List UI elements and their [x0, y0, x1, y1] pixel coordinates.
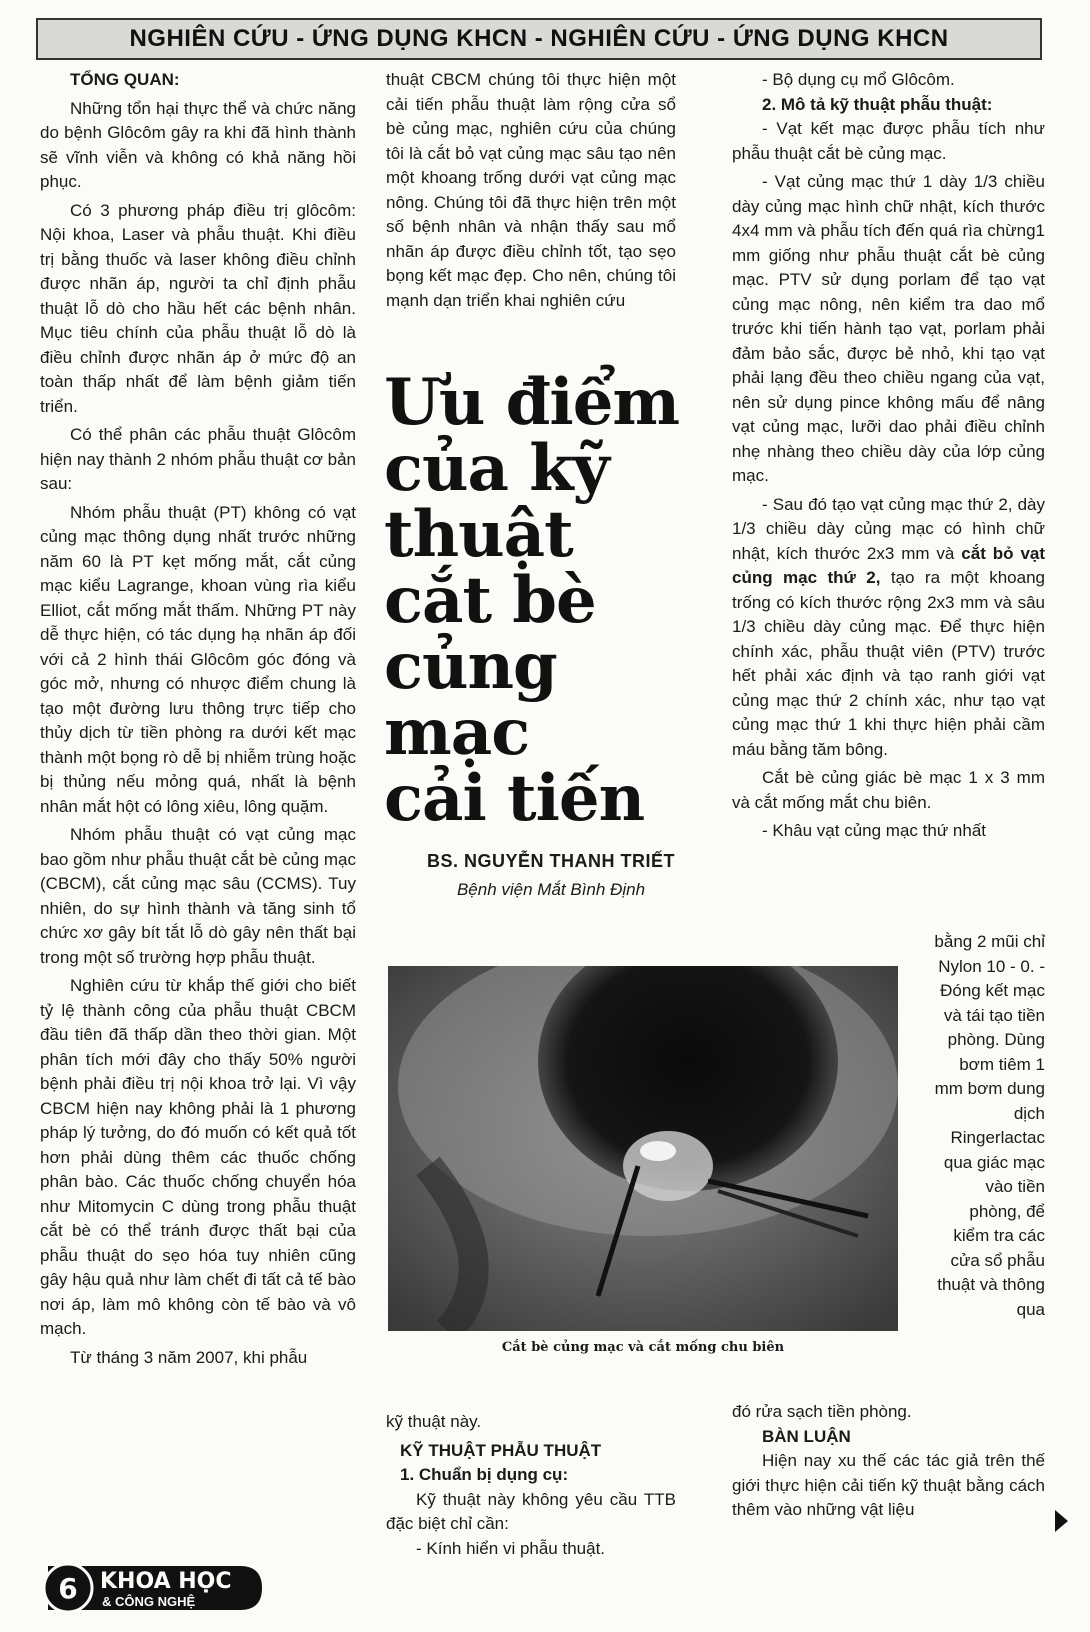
title-line: củng [384, 629, 557, 704]
banner-text: NGHIÊN CỨU - ỨNG DỤNG KHCN - NGHIÊN CỨU - ỨNG DỤNG KHCN [129, 25, 949, 52]
paragraph [732, 493, 1045, 763]
paragraph: Nhóm phẫu thuật có vạt củng mạc bao gồm như phẫu thuật cắt bè củng mạc (CBCM), cắt củng mạc sâu (CCMS). Tuy nhiên, do sự hình thành và tăng sinh tổ chức xơ gây bít tắt lỗ dò gây nên thất bại trong một số trường hợp phẫu thuật. [40, 825, 356, 967]
subheading-description: 2. Mô tả kỹ thuật phẫu thuật: [762, 94, 993, 114]
paragraph: Những tổn hại thực thể và chức năng do bệnh Glôcôm gây ra khi đã hình thành sẽ vĩnh viễn và không có khả năng hồi phục. [40, 98, 356, 191]
paragraph: Hiện nay xu thế các tác giả trên thế giới thực hiện cải tiến kỹ thuật bằng cách thêm vào những vật liệu [732, 1451, 1045, 1519]
author-affiliation: Bệnh viện Mắt Bình Định [456, 880, 646, 899]
paragraph: đó rửa sạch tiền phòng. [732, 1402, 912, 1421]
title-line: của kỹ [384, 431, 609, 506]
column-2-bottom [386, 1410, 676, 1561]
surgery-photo [388, 966, 898, 1331]
paragraph: Nghiên cứu từ khắp thế giới cho biết tỷ lệ thành công của phẫu thuật CBCM đầu tiên đã thấp dần theo thời gian. Một phân tích mới đây cho thấy 50% người bệnh phải điều trị nội khoa trở lại. Vì vậy CBCM hiện nay không phải là 1 phương pháp lý tưởng, do đó muốn có kết quả tốt hơn phải dùng thêm các thuốc chống phân bào. Các thuốc chống chuyển hóa như Mitomycin C dùng trong phẫu thuật cắt bè có thể tránh được thất bại của phẫu thuật do sẹo hóa tuy nhiên cũng gây hậu quả như làm chết đi tất cả tế bào nơi áp, làm mô không còn tế bào và vô mạch. [40, 976, 356, 1338]
column-2-top [386, 68, 676, 317]
paragraph: Từ tháng 3 năm 2007, khi phẫu [70, 1347, 308, 1367]
paragraph: - Bộ dụng cụ mổ Glôcôm. [762, 70, 955, 89]
title-line: Ưu điểm [384, 365, 680, 440]
subheading-preparation: 1. Chuẩn bị dụng cụ: [400, 1465, 569, 1484]
column-1 [40, 68, 356, 1374]
logo-graphic [40, 1560, 265, 1616]
paragraph: Cắt bè củng giác bè mạc 1 x 3 mm và cắt mống mắt chu biên. [732, 768, 1045, 812]
paragraph: Kỹ thuật này không yêu cầu TTB đặc biệt chỉ cần: [386, 1489, 676, 1533]
continue-arrow-icon [1055, 1510, 1068, 1532]
section-heading-technique: KỸ THUẬT PHẪU THUẬT [400, 1440, 602, 1460]
paragraph: - Vạt củng mạc thứ 1 dày 1/3 chiều dày củng mạc hình chữ nhật, kích thước 4x4 mm và phẫu tích đến quá rìa chừng1 mm giống như phẫu thuật cắt bè củng mạc. PTV sử dụng porlam để tạo vạt củng mạc nông, nên kiểm tra dao mổ trước khi tiến hành tạo vạt, porlam phải đảm bảo sắc, được bẻ nhỏ, khi tạo vạt phải lạng đều theo chiều ngang của vạt, nên sử dụng pince không mấu để nâng vạt củng mạc, lưỡi dao phải điều chỉnh nhẹ nhàng theo chiều dày của lớp củng mạc. [732, 172, 1045, 485]
paragraph: kỹ thuật này. [386, 1412, 482, 1431]
paragraph: thuật CBCM chúng tôi thực hiện một cải tiến phẫu thuật làm rộng cửa sổ bè củng mạc, nghiên cứu của chúng tôi là cắt bỏ vạt củng mạc sâu tạo nên một khoang trống dưới vạt củng mạc nông. Chúng tôi đã thực hiện trên một số bệnh nhân và nhận thấy sau mổ nhãn áp được điều chỉnh tốt, tạo sẹo bọng kết mạc đẹp. Cho nên, chúng tôi mạnh dạn triển khai nghiên cứu [386, 70, 676, 310]
author-name: BS. NGUYỄN THANH TRIẾT [426, 851, 675, 871]
magazine-logo [40, 1560, 265, 1616]
section-heading-discussion: BÀN LUẬN [762, 1426, 851, 1446]
bold-text-run: cắt bỏ vạt củng mạc thứ 2, [732, 543, 1046, 587]
paragraph: - Khâu vạt củng mạc thứ nhất [762, 821, 987, 840]
paragraph: - Vạt kết mạc được phẫu tích như phẫu thuật cắt bè củng mạc. [732, 119, 1045, 163]
text-run: tạo ra một khoang trống có kích thước rộng 2x3 mm và sâu 1/3 chiều dày củng mạc. Để thực hiện chính xác, phẫu thuật viên (PTV) trước hết phải xác định và tạo ranh giới vạt củng mạc thứ 2 chính xác, như tạo vạt củng mạc thứ 1 khi thực hiện phải cầm máu bằng tăm bông. [732, 568, 1045, 759]
paragraph: - Kính hiển vi phẫu thuật. [416, 1538, 606, 1558]
text-run: - Sau đó tạo vạt củng mạc thứ 2, dày 1/3 chiều dày củng mạc có hình chữ nhật, kích thước 2x3 mm và [732, 494, 1045, 563]
title-line: cải tiến [384, 761, 645, 836]
paragraph: Có thể phân các phẫu thuật Glôcôm hiện nay thành 2 nhóm phẫu thuật cơ bản sau: [40, 425, 356, 493]
page-number: 6 [58, 1572, 78, 1605]
eye-surgery-illustration [388, 966, 898, 1331]
column-3-bottom [732, 1400, 1045, 1523]
section-banner [36, 18, 1042, 60]
article-title [384, 365, 704, 836]
column-3-narrow-text: bằng 2 mũi chỉ Nylon 10 - 0. - Đóng kết mạc và tái tạo tiền phòng. Dùng bơm tiêm 1 mm bơm dung dịch Ringerlactac qua giác mạc vào tiền phòng, để kiểm tra các cửa sổ phẫu thuật và thông qua [934, 932, 1045, 1319]
paragraph: Nhóm phẫu thuật (PT) không có vạt củng mạc thông dụng nhất trước những năm 60 là PT kẹt mống mắt, cắt củng mạc kiểu Lagrange, khoan vùng rìa kiểu Elliot, cắt mống mắt thấm. Những PT này dễ thực hiện, có tác dụng hạ nhãn áp đối với cả 2 hình thái Glôcôm góc đóng và góc mở, nhưng có nhược điểm chung là tạo một đường lưu thông trực tiếp cho thủy dịch từ tiền phòng ra dưới kết mạc thành một bọng rò dễ bị nhiễm trùng hoặc bị thủng nếu mỏng quá, nhất là bệnh nhân mắt hột có lông xiêu, lông quặm. [40, 502, 356, 816]
column-3-top [732, 68, 1045, 844]
paragraph: Có 3 phương pháp điều trị glôcôm: Nội khoa, Laser và phẫu thuật. Khi điều trị bằng thuốc và laser không điều chỉnh được nhãn áp, người ta chỉ định phẫu thuật lỗ dò cho hầu hết các bệnh nhân. Mục tiêu chính của phẫu thuật lỗ dò là điều chỉnh được nhãn áp ở mức độ an toàn thấp nhất để làm bệnh giảm tiến triển. [40, 200, 356, 416]
title-line: thuật [384, 497, 573, 572]
photo-caption: Cắt bè củng mạc và cắt mống chu biên [501, 1340, 785, 1355]
section-heading-overview: TỔNG QUAN: [70, 70, 180, 89]
title-line: mạc [384, 695, 530, 770]
logo-line-2: & CÔNG NGHỆ [102, 1594, 196, 1609]
logo-line-1: KHOA HỌC [100, 1569, 232, 1594]
title-line: cắt bè [384, 563, 596, 638]
